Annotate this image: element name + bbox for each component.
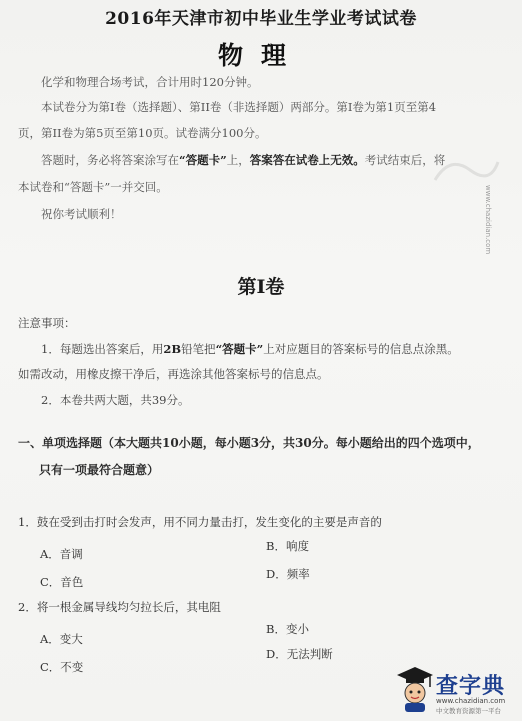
notes-item-1c: 铅笔把 xyxy=(181,342,216,356)
question-1-option-c: C．音色 xyxy=(40,575,84,589)
graduation-cap-mascot-icon xyxy=(396,665,434,713)
intro-line-6: 祝你考试顺利！ xyxy=(41,207,122,221)
notes-item-2: 2．本卷共两大题，共39分。 xyxy=(41,393,190,407)
intro-answer-card: “答题卡” xyxy=(179,153,227,167)
logo-url: www.chazidian.com xyxy=(436,697,506,705)
intro-line-4e: 考试结束后，将 xyxy=(364,153,446,167)
notes-heading: 注意事项： xyxy=(18,316,76,330)
side-watermark-url: www.chazidian.com xyxy=(484,185,492,255)
section-1-heading-line-2: 只有一项最符合题意） xyxy=(39,463,160,477)
intro-line-4a: 答题时，务必将答案涂写在 xyxy=(41,153,179,167)
question-1-option-a: A．音调 xyxy=(40,547,83,561)
site-logo xyxy=(396,663,520,717)
intro-line-2: 本试卷分为第I卷（选择题）、第II卷（非选择题）两部分。第I卷为第1页至第4 xyxy=(41,100,437,114)
logo-name: 查字典 xyxy=(436,674,506,699)
subject-title: 物理 xyxy=(217,41,304,70)
background-watermark-mark xyxy=(430,150,500,200)
notes-item-1 xyxy=(41,341,459,357)
notes-answer-card: “答题卡” xyxy=(215,342,264,356)
question-1-option-d: D．频率 xyxy=(266,567,310,581)
intro-line-5: 本试卷和“答题卡”一并交回。 xyxy=(18,180,168,194)
intro-line-3: 页，第II卷为第5页至第10页。试卷满分100分。 xyxy=(18,126,267,140)
notes-item-1-cont: 如需改动，用橡皮擦干净后，再选涂其他答案标号的信息点。 xyxy=(18,367,329,381)
notes-item-1a: 1．每题选出答案后，用 xyxy=(41,342,164,356)
exam-title: 2016年天津市初中毕业生学业考试试卷 xyxy=(105,9,417,29)
logo-slogan: 中文教育资源第一平台 xyxy=(436,707,501,715)
watermark-swirl-icon xyxy=(430,150,500,190)
notes-pencil: 2B xyxy=(163,342,182,356)
question-2-option-b: B．变小 xyxy=(266,622,309,636)
question-2-option-c: C．不变 xyxy=(40,660,84,674)
volume-title: 第I卷 xyxy=(237,276,285,298)
intro-invalid-note: 答案答在试卷上无效。 xyxy=(249,153,365,167)
intro-line-4c: 上， xyxy=(226,153,250,167)
question-2-stem: 2．将一根金属导线均匀拉长后，其电阻 xyxy=(18,600,221,614)
notes-item-1e: 上对应题目的答案标号的信息点涂黑。 xyxy=(263,342,459,356)
question-1-option-b: B．响度 xyxy=(266,539,309,553)
intro-line-1: 化学和物理合场考试，合计用时120分钟。 xyxy=(41,75,259,89)
section-1-heading-line-1: 一、单项选择题（本大题共10小题，每小题3分，共30分。每小题给出的四个选项中， xyxy=(18,436,480,450)
intro-line-4 xyxy=(41,152,445,168)
question-2-option-d: D．无法判断 xyxy=(266,647,333,661)
question-1-stem: 1．鼓在受到击打时会发声，用不同力量击打，发生变化的主要是声音的 xyxy=(18,515,382,529)
question-2-option-a: A．变大 xyxy=(40,632,83,646)
